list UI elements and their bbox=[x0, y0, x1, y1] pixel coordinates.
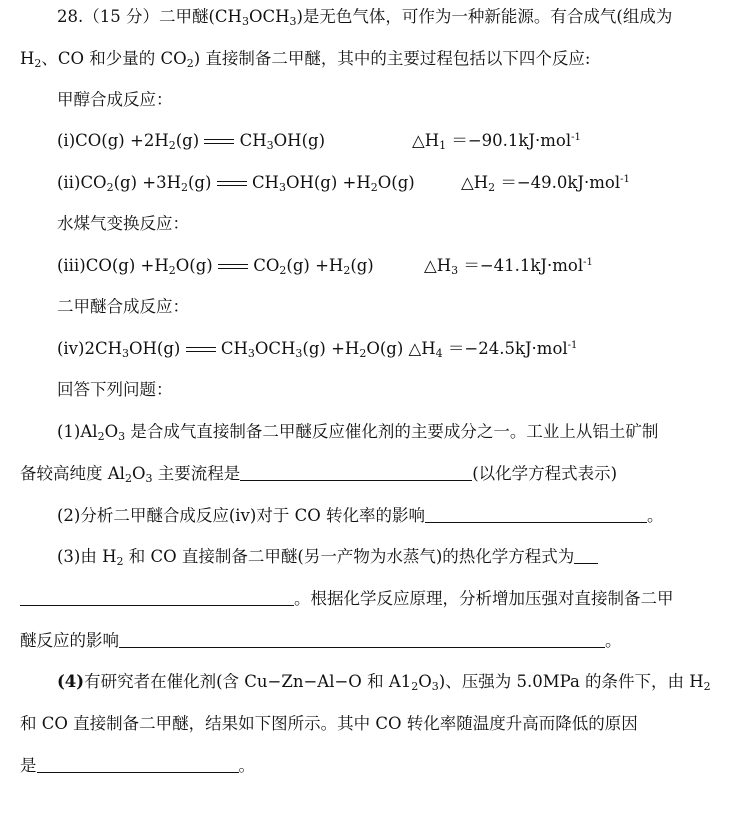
answer-blank-2[interactable] bbox=[425, 506, 647, 523]
reaction-3-dh bbox=[424, 255, 593, 277]
text: O(g) bbox=[377, 173, 415, 192]
answer-title: 回答下列问题： bbox=[57, 380, 173, 399]
sup: -1 bbox=[567, 340, 578, 351]
sub: 3 bbox=[241, 15, 249, 28]
sub: 3 bbox=[431, 680, 439, 693]
sub: 2 bbox=[97, 430, 105, 443]
text: )、压强为 5.0MPa 的条件下，由 H bbox=[438, 672, 704, 691]
sub: 2 bbox=[186, 57, 194, 70]
text: ＝−41.1kJ·mol bbox=[458, 256, 584, 275]
sub: 2 bbox=[106, 181, 114, 194]
sub: 2 bbox=[168, 139, 176, 152]
text: H bbox=[20, 49, 35, 68]
text: 有研究者在催化剂(含 Cu−Zn−Al−O 和 A1 bbox=[84, 672, 412, 691]
text: O(g) bbox=[175, 256, 213, 275]
sub: 2 bbox=[343, 264, 351, 277]
text: (4) bbox=[57, 672, 85, 691]
text: O bbox=[131, 464, 146, 483]
reaction-1-dh bbox=[412, 130, 581, 152]
text: △H bbox=[461, 173, 489, 192]
text: (g) +H bbox=[286, 256, 344, 275]
question-line-1 bbox=[57, 6, 672, 28]
reaction-3 bbox=[57, 255, 374, 277]
answer-blank-1[interactable] bbox=[240, 464, 472, 481]
text: 2CH bbox=[84, 339, 122, 358]
label: (ⅲ) bbox=[57, 256, 86, 275]
reaction-2-dh bbox=[461, 172, 630, 194]
equals-arrow bbox=[204, 137, 234, 147]
text: CH bbox=[220, 339, 248, 358]
text: OCH bbox=[248, 7, 290, 26]
sub: 2 bbox=[34, 57, 42, 70]
text: 醚反应的影响 bbox=[20, 631, 119, 650]
text: △H bbox=[408, 339, 436, 358]
text: (以化学方程式表示) bbox=[472, 464, 618, 483]
text: CO bbox=[253, 256, 280, 275]
sub: 3 bbox=[266, 139, 274, 152]
text: (1)Al bbox=[57, 422, 98, 441]
sub: 2 bbox=[116, 555, 124, 568]
text: OH(g) +H bbox=[285, 173, 371, 192]
part-4-line-a bbox=[57, 671, 711, 693]
equals-arrow bbox=[186, 345, 216, 355]
part-3-line-b bbox=[20, 588, 674, 610]
text: 28.（15 分）二甲醚(CH bbox=[57, 7, 242, 26]
answer-blank-4[interactable] bbox=[37, 756, 239, 773]
sub: 2 bbox=[411, 680, 419, 693]
sub: 2 bbox=[370, 181, 378, 194]
text: OCH bbox=[254, 339, 296, 358]
text: ＝−24.5kJ·mol bbox=[442, 339, 568, 358]
part-4-line-b: 和 CO 直接制备二甲醚，结果如下图所示。其中 CO 转化率随温度升高而降低的原因 bbox=[20, 714, 638, 733]
text: 。 bbox=[238, 756, 255, 775]
sub: 4 bbox=[435, 347, 443, 360]
text: 和 CO 直接制备二甲醚(另一产物为水蒸气)的热化学方程式为 bbox=[123, 547, 575, 566]
text: △H bbox=[424, 256, 452, 275]
methanol-title: 甲醇合成反应： bbox=[57, 90, 173, 109]
sup: -1 bbox=[620, 174, 630, 185]
text: (2)分析二甲醚合成反应(ⅳ)对于 CO 转化率的影响 bbox=[57, 506, 425, 525]
text: )是无色气体，可作为一种新能源。有合成气(组成为 bbox=[296, 7, 673, 26]
sub: 2 bbox=[359, 347, 367, 360]
text: (g) +3H bbox=[113, 173, 181, 192]
text: 是合成气直接制备二甲醚反应催化剂的主要成分之一。工业上从铝土矿制 bbox=[125, 422, 659, 441]
text: OH(g) bbox=[129, 339, 181, 358]
text: 。 bbox=[605, 631, 622, 650]
answer-blank-3a[interactable] bbox=[574, 547, 598, 564]
text: CH bbox=[251, 173, 279, 192]
text: OH(g) bbox=[273, 131, 326, 150]
sub: 3 bbox=[118, 430, 126, 443]
sub: 2 bbox=[703, 680, 711, 693]
text: O(g) bbox=[366, 339, 404, 358]
label: (ⅱ) bbox=[57, 173, 81, 192]
part-3-line-c bbox=[20, 630, 622, 652]
text: (g) +H bbox=[302, 339, 360, 358]
text: CO bbox=[80, 173, 107, 192]
equals-arrow bbox=[218, 262, 248, 272]
text: (g) bbox=[188, 173, 212, 192]
sub: 2 bbox=[279, 264, 287, 277]
text: CH bbox=[239, 131, 267, 150]
label: (ⅳ) bbox=[57, 339, 85, 358]
sub: 3 bbox=[295, 347, 303, 360]
reaction-2 bbox=[57, 172, 415, 194]
reaction-1 bbox=[57, 130, 325, 152]
question-line-2 bbox=[20, 48, 590, 70]
answer-blank-3c[interactable] bbox=[119, 631, 605, 648]
text: (g) bbox=[350, 256, 374, 275]
text: (g) bbox=[175, 131, 200, 150]
sub: 2 bbox=[168, 264, 176, 277]
text: 备较高纯度 Al bbox=[20, 464, 125, 483]
sub: 3 bbox=[451, 264, 459, 277]
text: ＝−90.1kJ·mol bbox=[446, 131, 572, 150]
sub: 3 bbox=[145, 472, 153, 485]
text: ) 直接制备二甲醚，其中的主要过程包括以下四个反应: bbox=[193, 49, 591, 68]
text: △H bbox=[412, 131, 440, 150]
water-gas-title: 水煤气变换反应： bbox=[57, 214, 189, 233]
sub: 3 bbox=[122, 347, 129, 360]
text: CO(g) +2H bbox=[75, 131, 169, 150]
text: 是 bbox=[20, 756, 37, 775]
text: CO(g) +H bbox=[85, 256, 169, 275]
answer-blank-3b[interactable] bbox=[20, 589, 294, 606]
sup: -1 bbox=[571, 132, 581, 143]
sub: 2 bbox=[488, 181, 496, 194]
sup: -1 bbox=[583, 257, 593, 268]
part-3-line-a bbox=[57, 546, 598, 568]
sub: 3 bbox=[247, 347, 255, 360]
text: 、CO 和少量的 CO bbox=[41, 49, 187, 68]
dme-title: 二甲醚合成反应： bbox=[57, 297, 189, 316]
text: (3)由 H bbox=[57, 547, 117, 566]
sub: 1 bbox=[439, 139, 447, 152]
text: 主要流程是 bbox=[152, 464, 241, 483]
equals-arrow bbox=[217, 179, 247, 189]
text: 。根据化学反应原理，分析增加压强对直接制备二甲 bbox=[294, 589, 674, 608]
text: 。 bbox=[647, 506, 664, 525]
text: O bbox=[104, 422, 119, 441]
sub: 3 bbox=[289, 15, 297, 28]
part-1-line-b bbox=[20, 463, 617, 485]
part-1-line-a bbox=[57, 421, 658, 443]
sub: 2 bbox=[124, 472, 132, 485]
text: O bbox=[418, 672, 432, 691]
reaction-4 bbox=[57, 338, 577, 360]
sub: 2 bbox=[181, 181, 188, 194]
text: ＝−49.0kJ·mol bbox=[495, 173, 621, 192]
label: (ⅰ) bbox=[57, 131, 76, 150]
part-2 bbox=[57, 505, 664, 527]
part-4-line-c bbox=[20, 755, 255, 777]
sub: 3 bbox=[278, 181, 286, 194]
